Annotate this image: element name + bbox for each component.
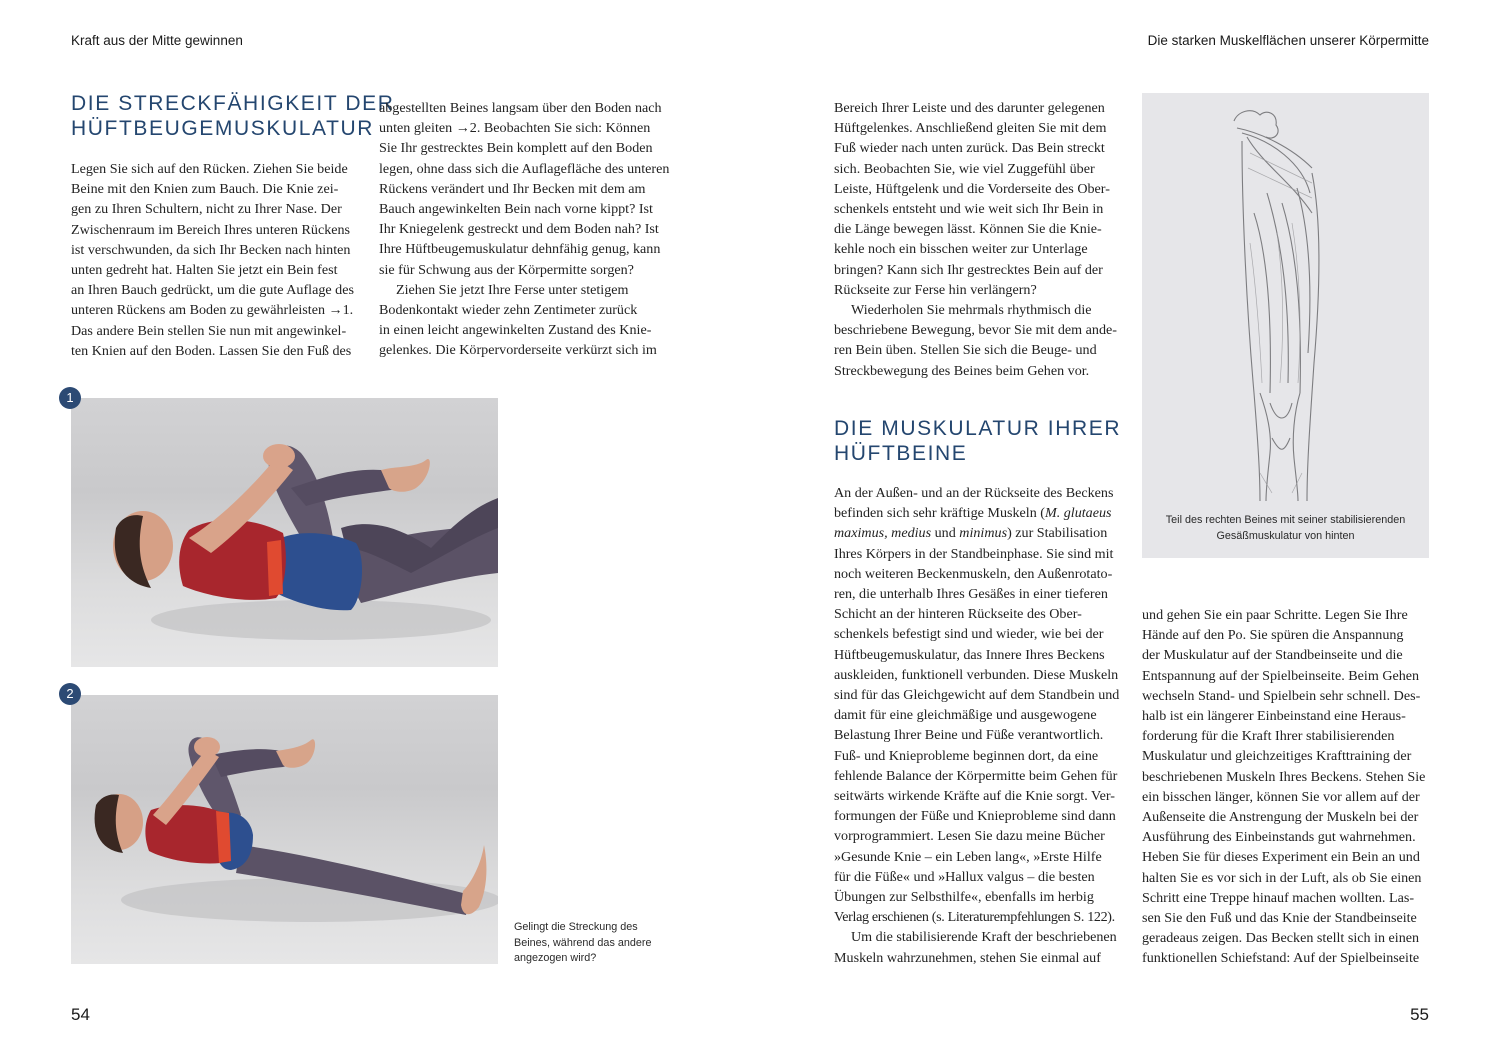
text-run: ) zur Stabilisation	[1007, 525, 1108, 542]
page-number-right: 55	[1410, 1005, 1429, 1024]
text-line: wechseln Stand- und Spielbein sehr schnell. Des-	[1142, 687, 1421, 704]
text-line: fehlende Balance der Körpermitte beim Gehen für	[834, 767, 1118, 784]
heading-line: DIE MUSKULATUR IHRER	[834, 417, 1122, 440]
text-line: sen Sie den Fuß und das Knie der Standbeinseite	[1142, 910, 1417, 927]
text-line	[834, 503, 1124, 523]
text-line: Ausführung des Einbeinstands gut wahrnehmen.	[1142, 829, 1416, 846]
text-line: Legen Sie sich auf den Rücken. Ziehen Sie beide	[71, 161, 348, 177]
text-line: die Länge bewegen lässt. Können Sie die Knie-	[834, 221, 1102, 238]
text-line: forderung für die Kraft Ihrer stabilisierenden	[1142, 728, 1395, 745]
text-line: Um die stabilisierende Kraft der beschriebenen	[851, 929, 1117, 946]
text-line: Beine mit den Knien zum Bauch. Die Knie zei-	[71, 181, 339, 198]
text-line: Entspannung auf der Spielbeinseite. Beim Gehen	[1142, 667, 1420, 684]
latin-term: M. glutaeus	[1044, 505, 1112, 522]
text-line	[834, 523, 1124, 543]
running-header-left: Kraft aus der Mitte gewinnen	[71, 33, 243, 48]
text-line: geradeaus zeigen. Das Becken stellt sich in einen	[1142, 930, 1420, 947]
text-line: Muskeln wahrzunehmen, stehen Sie einmal auf	[834, 949, 1101, 966]
photo-illustration	[71, 695, 498, 964]
text-line: Verlag erschienen (s. Literaturempfehlungen S. 122).	[834, 909, 1115, 926]
text-line: bringen? Kann sich Ihr gestrecktes Bein auf der	[834, 261, 1103, 278]
paragraph	[834, 927, 1124, 967]
heading-line: HÜFTBEUGEMUSKULATUR	[71, 117, 375, 140]
caption-line: Beines, während das andere	[514, 936, 652, 949]
text-line: Ihr Kniegelenk gestreckt und dem Boden nah? Ist	[379, 221, 659, 238]
text-line: auskleiden, funktionell verbunden. Diese Muskeln	[834, 666, 1119, 683]
paragraph	[379, 98, 669, 280]
left-column-2	[379, 98, 669, 361]
text-line: funktionellen Schiefstand: Auf der Spielbeinseite	[1142, 950, 1420, 967]
text-line: Übungen zur Selbsthilfe«, ebenfalls im herbig	[834, 889, 1094, 906]
text-line: Hände auf den Po. Sie spüren die Anspannung	[1142, 627, 1404, 644]
text-line: abgestellten Beines langsam über den Boden nach	[379, 100, 662, 116]
text-line: unten gleiten →2. Beobachten Sie sich: Können	[379, 120, 651, 137]
caption-line: Gesäßmuskulatur von hinten	[1216, 529, 1355, 542]
text-line: seitwärts wirkende Kräfte auf die Knie sorgt. Ver-	[834, 788, 1115, 805]
text-line: Fuß wieder nach unten zurück. Das Bein streckt	[834, 140, 1105, 157]
exercise-photo-2	[71, 695, 498, 964]
section-heading-stretch	[71, 91, 395, 141]
text-line: ist verschwunden, da sich Ihr Becken nach hinten	[71, 241, 351, 258]
text-line: formungen der Füße und Knieprobleme sind dann	[834, 808, 1116, 825]
caption-line: Gelingt die Streckung des	[514, 921, 638, 933]
page-number-left: 54	[71, 1005, 90, 1024]
text-line: ein bisschen länger, können Sie vor allem auf der	[1142, 788, 1420, 805]
text-line: halb ist ein längerer Einbeinstand eine Heraus-	[1142, 708, 1406, 725]
text-line: Hüftgelenkes. Anschließend gleiten Sie mit dem	[834, 120, 1107, 137]
text-line: Leiste, Hüftgelenk und die Vorderseite des Ober-	[834, 180, 1110, 197]
text-line: sie für Schwung aus der Körpermitte sorgen?	[379, 261, 634, 278]
text-line: damit für eine gleichmäßige und ausgewogene	[834, 707, 1097, 724]
left-column-1	[71, 159, 361, 361]
text-line: An der Außen- und an der Rückseite des Beckens	[834, 485, 1114, 501]
text-line: kehle noch ein bisschen weiter zur Unterlage	[834, 241, 1088, 258]
text-line: Streckbewegung des Beines beim Gehen vor.	[834, 362, 1090, 379]
text-line: schenkels befestigt sind und wieder, wie bei der	[834, 626, 1104, 643]
text-line: legen, ohne dass sich die Auflagefläche des unteren	[379, 160, 670, 177]
latin-term: maximus, medius	[834, 525, 932, 542]
text-line: Muskulatur und gleichzeitiges Krafttraining der	[1142, 748, 1412, 765]
exercise-photo-1	[71, 398, 498, 667]
paragraph	[1142, 605, 1432, 969]
text-line: und gehen Sie ein paar Schritte. Legen Sie Ihre	[1142, 607, 1408, 623]
text-line: für die Füße« und »Hallux valgus – die besten	[834, 868, 1095, 885]
leg-muscle-drawing	[1142, 93, 1429, 503]
step-badge-1: 1	[59, 387, 81, 409]
text-run: und	[931, 525, 960, 542]
text-line: Außenseite die Anstrengung der Muskeln bei der	[1142, 809, 1419, 826]
figure-caption	[1142, 513, 1429, 544]
paragraph	[834, 483, 1124, 927]
text-line: gelenkes. Die Körpervorderseite verkürzt sich im	[379, 342, 657, 359]
text-line: ren, die unterhalb Ihres Gesäßes in einer tieferen	[834, 586, 1108, 603]
caption-line: angezogen wird?	[514, 952, 597, 964]
right-column-1-lower	[834, 483, 1124, 968]
text-run: befinden sich sehr kräftige Muskeln (	[834, 505, 1045, 522]
photo-caption	[514, 920, 674, 967]
right-column-2	[1142, 605, 1432, 969]
heading-line: HÜFTBEINE	[834, 442, 968, 465]
text-line: Schritt eine Treppe hinauf machen wollten. Las-	[1142, 889, 1415, 906]
text-line: Bereich Ihrer Leiste und des darunter gelegenen	[834, 100, 1105, 116]
text-line: unten gedreht hat. Halten Sie jetzt ein Bein fest	[71, 262, 338, 279]
text-line: Das andere Bein stellen Sie nun mit angewinkel-	[71, 322, 347, 339]
text-line: Zwischenraum im Bereich Ihres unteren Rückens	[71, 221, 351, 238]
text-line: Rückens verändert und Ihr Becken mit dem am	[379, 180, 646, 197]
text-line: unteren Rückens am Boden zu gewährleisten →1.	[71, 302, 354, 319]
text-line: Wiederholen Sie mehrmals rhythmisch die	[851, 302, 1092, 319]
step-badge-2: 2	[59, 683, 81, 705]
paragraph	[71, 159, 361, 361]
text-line: Ihre Hüftbeugemuskulatur dehnfähig genug, kann	[379, 241, 661, 258]
text-line: Belastung Ihrer Beine und Füße verantwortlich.	[834, 727, 1104, 744]
paragraph	[834, 300, 1124, 381]
text-line: Bauch angewinkelten Bein nach vorne kippt? Ist	[379, 201, 653, 218]
text-line: noch weiteren Beckenmuskeln, den Außenrotato-	[834, 565, 1113, 582]
anatomy-figure	[1142, 93, 1429, 558]
text-line: sind für das Gleichgewicht auf dem Standbein und	[834, 687, 1120, 704]
text-line: Ziehen Sie jetzt Ihre Ferse unter stetigem	[396, 281, 629, 298]
text-line: Ihres Körpers in der Standbeinphase. Sie sind mit	[834, 545, 1114, 562]
text-line: in einen leicht angewinkelten Zustand des Knie-	[379, 322, 652, 339]
heading-line: DIE STRECKFÄHIGKEIT DER	[71, 92, 395, 115]
latin-term: minimus	[959, 525, 1008, 542]
text-line: Rückseite zur Ferse hin verlängern?	[834, 281, 1037, 298]
paragraph	[834, 98, 1124, 300]
text-line: Bodenkontakt wieder zehn Zentimeter zurück	[379, 302, 638, 319]
text-line: Heben Sie für dieses Experiment ein Bein an und	[1142, 849, 1420, 866]
text-line: ren Bein üben. Stellen Sie sich die Beuge- und	[834, 342, 1097, 359]
text-line: Hüftbeugemuskulatur, das Innere Ihres Beckens	[834, 646, 1105, 663]
text-line: der Muskulatur auf der Standbeinseite und die	[1142, 647, 1403, 664]
right-column-1	[834, 98, 1124, 381]
text-line: ten Knien auf den Boden. Lassen Sie den Fuß des	[71, 342, 352, 359]
text-line: beschriebenen Muskeln Ihres Beckens. Stehen Sie	[1142, 768, 1426, 785]
paragraph	[379, 280, 669, 361]
text-line: schenkels entsteht und wie weit sich Ihr Bein in	[834, 201, 1104, 218]
text-line: halten Sie es vor sich in der Luft, als ob Sie einen	[1142, 869, 1422, 886]
text-line: Sie Ihr gestrecktes Bein komplett auf den Boden	[379, 140, 653, 157]
text-line: gen zu Ihren Schultern, nicht zu Ihrer Nase. Der	[71, 201, 342, 218]
text-line: beschriebene Bewegung, bevor Sie mit dem ande-	[834, 322, 1117, 339]
photo-illustration	[71, 398, 498, 667]
text-line: vorprogrammiert. Lesen Sie dazu meine Bücher	[834, 828, 1105, 845]
text-line: »Gesunde Knie – ein Leben lang«, »Erste Hilfe	[834, 848, 1102, 865]
text-line: Schicht an der hinteren Rückseite des Ober-	[834, 606, 1082, 623]
text-line: an Ihren Bauch gedrückt, um die gute Auflage des	[71, 282, 354, 299]
caption-line: Teil des rechten Beines mit seiner stabilisierenden	[1165, 514, 1406, 526]
running-header-right: Die starken Muskelflächen unserer Körpermitte	[1147, 33, 1429, 48]
text-line: Fuß- und Knieprobleme beginnen dort, da eine	[834, 747, 1099, 764]
text-line: sich. Beobachten Sie, wie viel Zuggefühl über	[834, 160, 1095, 177]
section-heading-hip	[834, 416, 1124, 466]
